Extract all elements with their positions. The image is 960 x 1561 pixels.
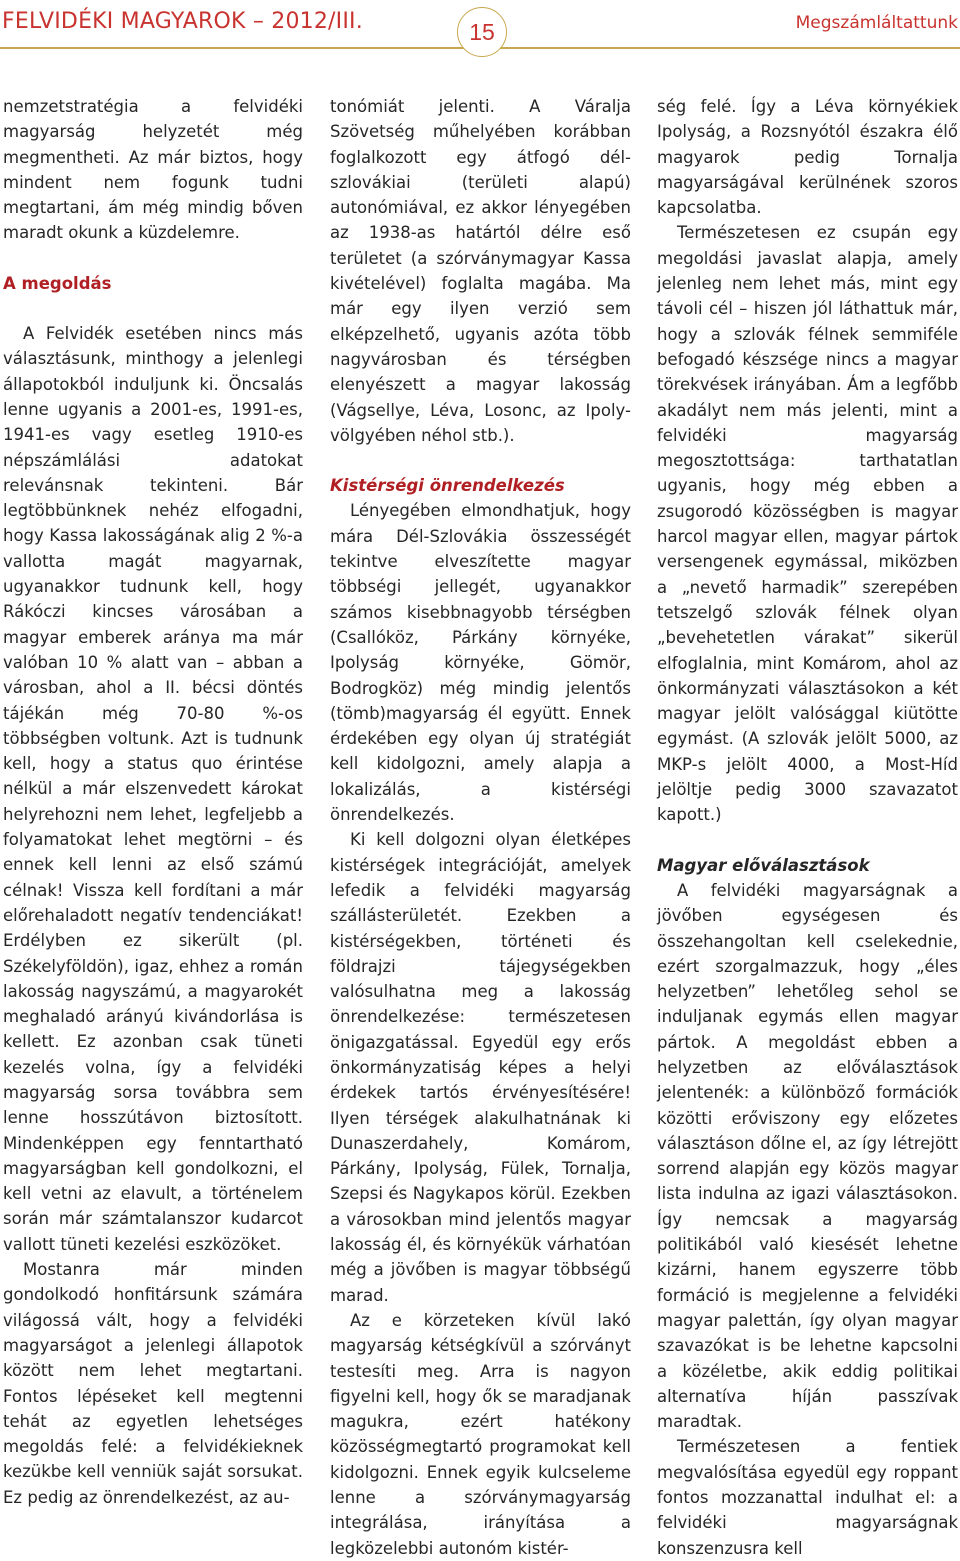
section-heading-kistersegi: Kistérségi önrendelkezés (330, 476, 565, 496)
paragraph: A Felvidék esetében nincs más választásunk, minthogy a jelenlegi állapotokból induljunk ki. Öncsalás lenne ugyanis a 2001-es, 1991-es, 1941-es vagy esetleg 1910-es népszámlálási adatokat relevánsnak tekinteni. Bár legtöbbünknek nehéz elfogadni, hogy Kassa lakosságának alig 2 %-a vallotta magát magyarnak, ugyanakkor tudnunk kell, hogy Rákóczi kincses városában a magyar emberek aránya ma már valóban 10 % alatt van – abban a városban, ahol a II. bécsi döntés tájékán még 70-80 %-os többségben voltunk. Azt is tudnunk kell, hogy a status quo érintése nélkül a már elszenvedett károkat helyrehozni nem lehet, legfeljebb a folyamatokat lehet megtörni – és ennek kell lenni az első számú célnak! Vissza kell fordítani a már előrehaladott negatív tendenciákat! Erdélyben ez sikerült (pl. Székelyföldön), igaz, ehhez a román lakosság nagyszámú, a magyarokét meghaladó arányú kivándorlása is kellett. Ez azonban csak tüneti kezelés volna, így a felvidéki magyarság sorsa továbbra sem lenne hosszútávon biztosított. Mindenképpen egy fenntartható magyarságban kell gondolkozni, el kell vetni az elavult, a történelem során már számtalanszor kudarcot vallott tüneti kezelési eszközöket. (3, 324, 303, 1254)
section-title: Megszámláltattunk (795, 13, 958, 33)
paragraph: Lényegében elmondhatjuk, hogy mára Dél-Szlovákia összességét tekintve elveszítette magyar többségi jellegét, ugyanakkor számos kisebbnagyobb térségben (Csallóköz, Párkány környéke, Ipolyság környéke, Gömör, Bodrogköz) még mindig jelentős (tömb)magyarság él együtt. Ennek érdekében egy olyan új stratégiát kell kidolgozni, amely alapja a lokalizálás, a kistérségi önrendelkezés. (330, 501, 631, 825)
paragraph: Mostanra már minden gondolkodó honfitársunk számára világossá vált, hogy a felvidéki magyarságot a jelenlegi állapotok között nem lehet megtartani. Fontos lépéseket kell megtenni tehát az egyetlen lehetséges megoldás felé: a felvidékieknek kezükbe kell venniük saját sorsukat. Ez pedig az önrendelkezést, az au- (3, 1260, 303, 1507)
article-column-1 (3, 94, 303, 1510)
page-number-badge: 15 (457, 7, 507, 57)
section-heading-elovalasztasok: Magyar előválasztások (657, 855, 870, 875)
paragraph: Ki kell dolgozni olyan életképes kistérségek integrációját, amelyek lefedik a felvidéki magyarság szállásterületét. Ezekben a kistérségekben, történeti és földrajzi tájegységekben valósulhatna meg a lakosság önrendelkezése: természetesen önigazgatással. Egyedül egy erős önkormányzatiság képes a helyi érdekek tartós érvényesítésére! Ilyen térségek alakulhatnának ki Dunaszerdahely, Komárom, Párkány, Ipolyság, Fülek, Tornalja, Szepsi és Nagykapos körül. Ezekben a városokban mind jelentős magyar lakosság él, és környékük várhatóan még a jövőben is magyar többségű marad. (330, 830, 631, 1305)
article-column-3 (657, 94, 958, 1561)
paragraph: Az e körzeteken kívül lakó magyarság kétségkívül a szórványt testesíti meg. Arra is nagyon figyelni kell, hogy ők se maradjanak magukra, ezért hatékony közösségmegtartó programokat kell kidolgozni. Ennek egyik kulcseleme lenne a szórványmagyarság integrálása, irányítása a legközelebbi autonóm kistér- (330, 1310, 631, 1558)
paragraph: Természetesen a fentiek megvalósítása egyedül egy roppant fontos mozzanattal indulhat el: a felvidéki magyarságnak konszenzusra kell (657, 1437, 958, 1558)
paragraph: nemzetstratégia a felvidéki magyarság helyzetét még megmentheti. Az már biztos, hogy mindent nem fogunk tudni megtartani, ám még mindig bőven maradt okunk a küzdelemre. (3, 97, 303, 243)
paragraph: A felvidéki magyarságnak a jövőben egységesen és összehangoltan kell cselekednie, ezért szorgalmazzuk, hogy „éles helyzetben” lehetőleg sehol se induljanak egymás ellen magyar pártok. A megoldást ebben a helyzetben az előválasztások jelentenék: a különböző formációk közötti erőviszony egy előzetes választáson dőlne el, az így létrejött sorrend alapján egy közös magyar lista indulna az igazi választásokon. Így nemcsak a magyarság politikából való kiesését lehetne kizárni, hanem egyszerre több formáció is megjelenne a felvidéki magyar palettán, így olyan magyar szavazókat is be lehetne kapcsolni a közéletbe, akik eddig politikai alternatíva híján passzívak maradtak. (657, 880, 958, 1432)
article-column-2 (330, 94, 631, 1561)
page-header (0, 0, 960, 75)
paragraph: tonómiát jelenti. A Váralja Szövetség műhelyében korábban foglalkozott egy átfogó dél-szlovákiai (területi alapú) autonómiával, ez akkor lényegében az 1938-as határtól délre eső területet (a szórványmagyar Kassa kivételével) foglalta magába. Ma már egy ilyen verzió sem elképzelhető, ugyanis azóta több nagyvárosban és térségben elenyészett a magyar lakosság (Vágsellye, Léva, Losonc, az Ipoly-völgyében néhol stb.). (330, 97, 631, 445)
paragraph: Természetesen ez csupán egy megoldási javaslat alapja, amely jelenleg nem lehet más, mint egy távoli cél – hiszen jól láthattuk már, hogy a szlovák félnek semmiféle befogadó készsége nincs a magyar törekvések irányában. Ám a legfőbb akadályt nem más jelenti, mint a felvidéki magyarság megosztottsága: tarthatatlan ugyanis, hogy még ebben a zsugorodó közösségben is magyar harcol magyar ellen, magyar pártok versengenek egymással, miközben a „nevető harmadik” szerepében tetszelgő szlovák félnek olyan „bevehetetlen várakat” sikerül elfoglalnia, mint Komárom, ahol az önkormányzati választásokon a két magyar jelölt valósággal kiütötte egymást. (A szlovák jelölt 5000, az MKP-s jelölt 4000, a Most-Híd jelöltje pedig 3000 szavazatot kapott.) (657, 223, 958, 825)
publication-title: FELVIDÉKI MAGYAROK – 2012/III. (2, 9, 363, 34)
paragraph: ség felé. Így a Léva környékiek Ipolyság, a Rozsnyótól északra élő magyarok pedig Tornalja magyarságával kerülnének szoros kapcsolatba. (657, 97, 958, 218)
section-heading-megoldas: A megoldás (3, 273, 112, 293)
